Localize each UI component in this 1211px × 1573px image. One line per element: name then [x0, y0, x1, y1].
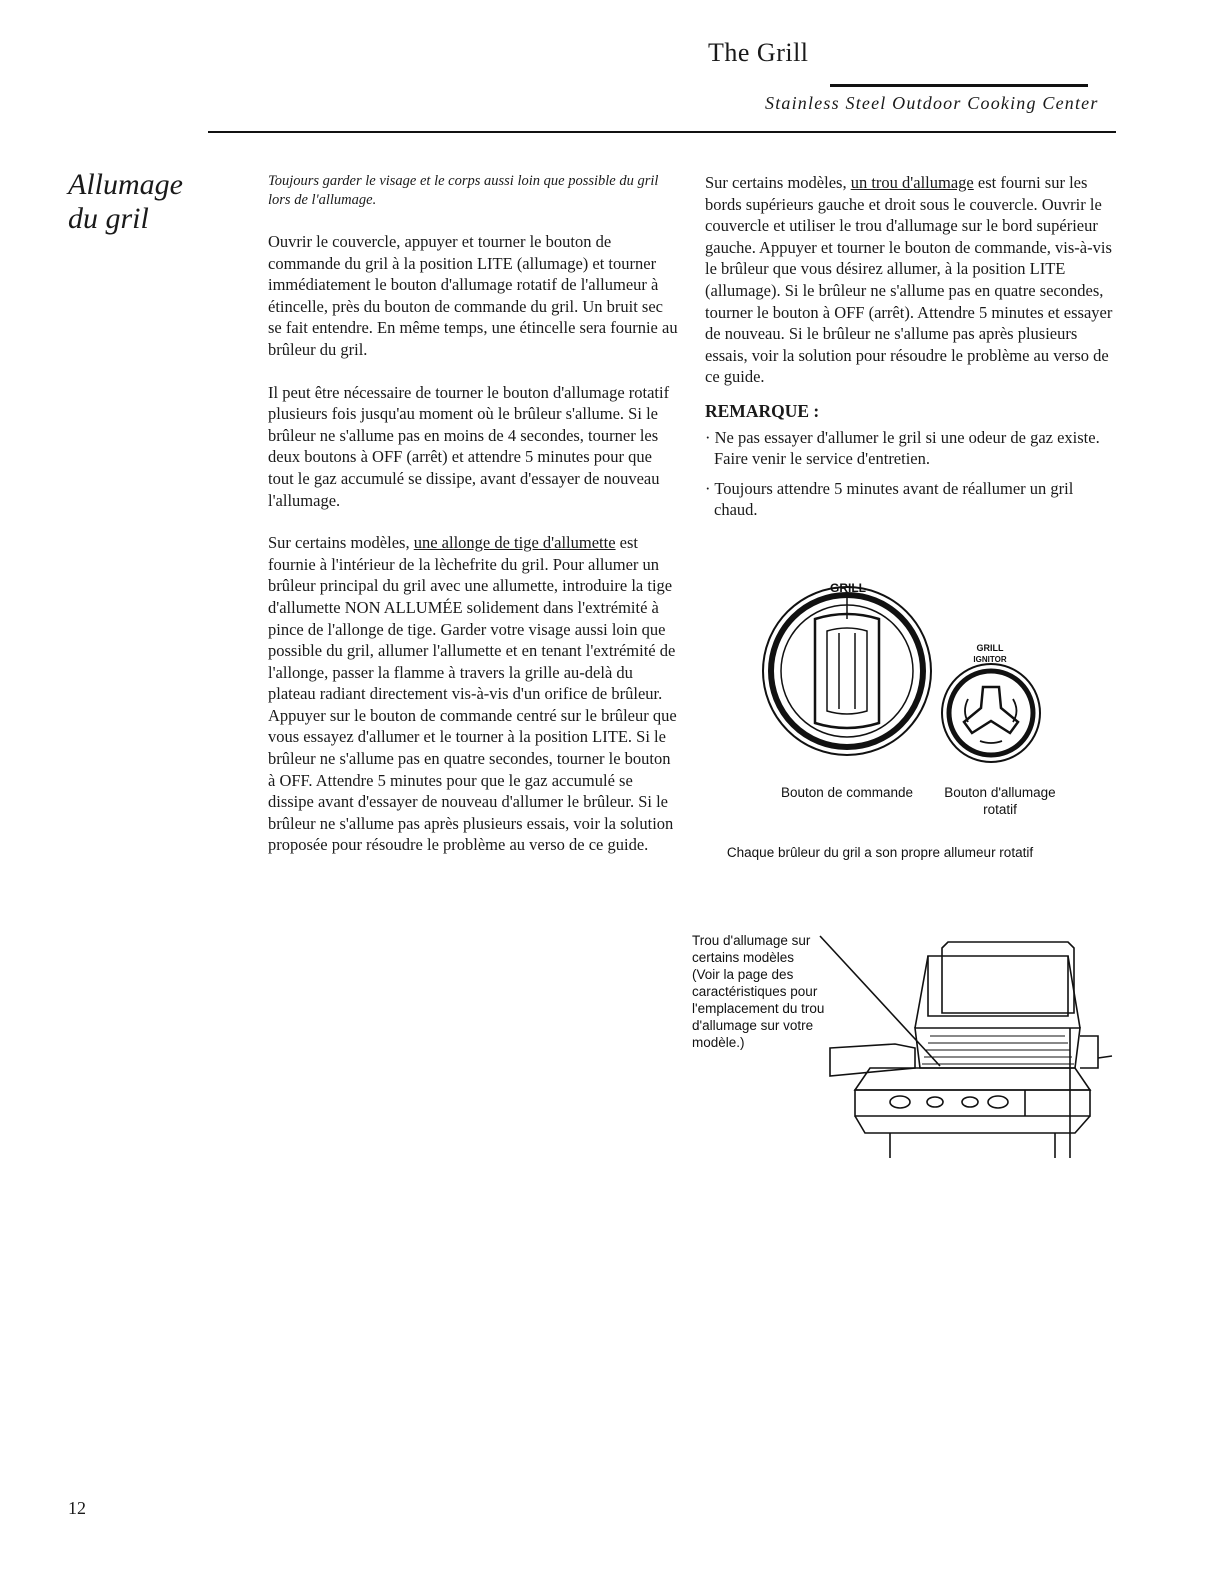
section-title-line2: du gril [68, 202, 149, 235]
paragraph-ignition-procedure: Ouvrir le couvercle, appuyer et tourner le bouton de commande du gril à la position LITE (allumage) et tourner immédiatement le bouton d'allumage rotatif de l'allumeur à étincelle, près du bouton de commande du gril. Un bruit sec se fait entendre. En même temps, une étincelle sera fournie au brûleur du gril. [268, 232, 678, 359]
callout-line: d'allumage sur votre [692, 1018, 814, 1033]
page-header-title: The Grill [708, 38, 809, 67]
knobs-illustration [700, 575, 1120, 875]
caption-control-knob: Bouton de commande [780, 785, 914, 800]
callout-line: (Voir la page des [692, 967, 794, 982]
paragraph-prefix: Sur certains modèles, [268, 533, 414, 553]
section-divider [208, 131, 1116, 133]
page-header-subtitle: Stainless Steel Outdoor Cooking Center [765, 93, 1099, 113]
igniter-knob-graphic [942, 664, 1040, 762]
callout-line: Trou d'allumage sur [692, 933, 811, 948]
lighting-hole-term: un trou d'allumage [850, 173, 974, 192]
grill-illustration [680, 918, 1120, 1163]
left-column [268, 172, 680, 877]
right-column [705, 172, 1115, 529]
page-number: 12 [68, 1498, 86, 1518]
callout-line: l'emplacement du trou [692, 1001, 825, 1016]
knob-label: GRILL [830, 581, 866, 595]
callout-line: caractéristiques pour [692, 984, 818, 999]
note-item: · Ne pas essayer d'allumer le gril si une odeur de gaz existe. Faire venir le service d'entretien. [705, 427, 1100, 469]
igniter-label-line2: IGNITOR [973, 655, 1007, 664]
paragraph-rest: est fournie à l'intérieur de la lèchefrite du gril. Pour allumer un brûleur principal du gril avec une allumette, introduire la tige d'allumette NON ALLUMÉE solidement dans l'extrémité à pince de l'allonge de tige. Garder votre visage aussi loin que possible du gril, allumer l'allumette et en tenant l'extrémité de l'allonge, passer la flamme à travers la grille au-delà du plateau radiant directement vis-à-vis d'un orifice de brûleur. Appuyer sur le bouton de commande centré sur le brûleur que vous essayez d'allumer et le tourner à la position LITE. Si le brûleur ne s'allume pas en quatre secondes, tourner le bouton à OFF. Attendre 5 minutes pour que le gaz accumulé se dissipe avant d'essayer de nouveau d'allumer le brûleur. Si le brûleur ne s'allume pas après plusieurs essais, voir la solution proposée pour résoudre le problème au verso de ce guide. [268, 533, 677, 855]
paragraph-rest: est fourni sur les bords supérieurs gauche et droit sous le couvercle. Ouvrir le couvercle et utiliser le trou d'allumage sur le bord supérieur gauche. Appuyer et tourner le bouton de commande, vis-à-vis le brûleur que vous désirez allumer, à la position LITE (allumage). Si le brûleur ne s'allume pas en quatre secondes, tourner le bouton à OFF (arrêt). Attendre 5 minutes et essayer de nouveau. Si le brûleur ne s'allume pas après plusieurs essais, voir la solution pour résoudre le problème au verso de ce guide. [705, 173, 1113, 387]
callout-line: modèle.) [692, 1035, 745, 1050]
callout-line: certains modèles [692, 950, 795, 965]
figure-caption: Chaque brûleur du gril a son propre allumeur rotatif [726, 845, 1034, 860]
header-divider [830, 84, 1088, 87]
note-item: · Toujours attendre 5 minutes avant de réallumer un gril chaud. [705, 478, 1074, 520]
paragraph-prefix: Sur certains modèles, [705, 173, 851, 192]
grill-figure [680, 918, 1120, 1163]
igniter-label-line1: GRILL [976, 643, 1004, 653]
caption-igniter-line1: Bouton d'allumage [944, 785, 1056, 800]
section-title [68, 168, 183, 236]
note-heading: REMARQUE : [705, 400, 820, 421]
paragraph-repeat-ignition: Il peut être nécessaire de tourner le bouton d'allumage rotatif plusieurs fois jusqu'au moment où le brûleur s'allume. Si le brûleur ne s'allume pas en moins de 4 secondes, tourner les deux boutons à OFF (arrêt) et attendre 5 minutes pour que tout le gaz accumulé se dissipe, avant d'essayer de nouveau l'allumage. [268, 382, 670, 510]
safety-warning: Toujours garder le visage et le corps aussi loin que possible du gril lors de l'allumage. [268, 173, 659, 208]
paragraph-lighting-hole [705, 172, 1115, 388]
match-extension-term: une allonge de tige d'allumette [413, 533, 616, 553]
caption-igniter-line2: rotatif [983, 802, 1017, 817]
paragraph-match-lighting [268, 532, 680, 856]
section-title-line1: Allumage [68, 168, 183, 201]
knobs-figure [700, 575, 1120, 875]
